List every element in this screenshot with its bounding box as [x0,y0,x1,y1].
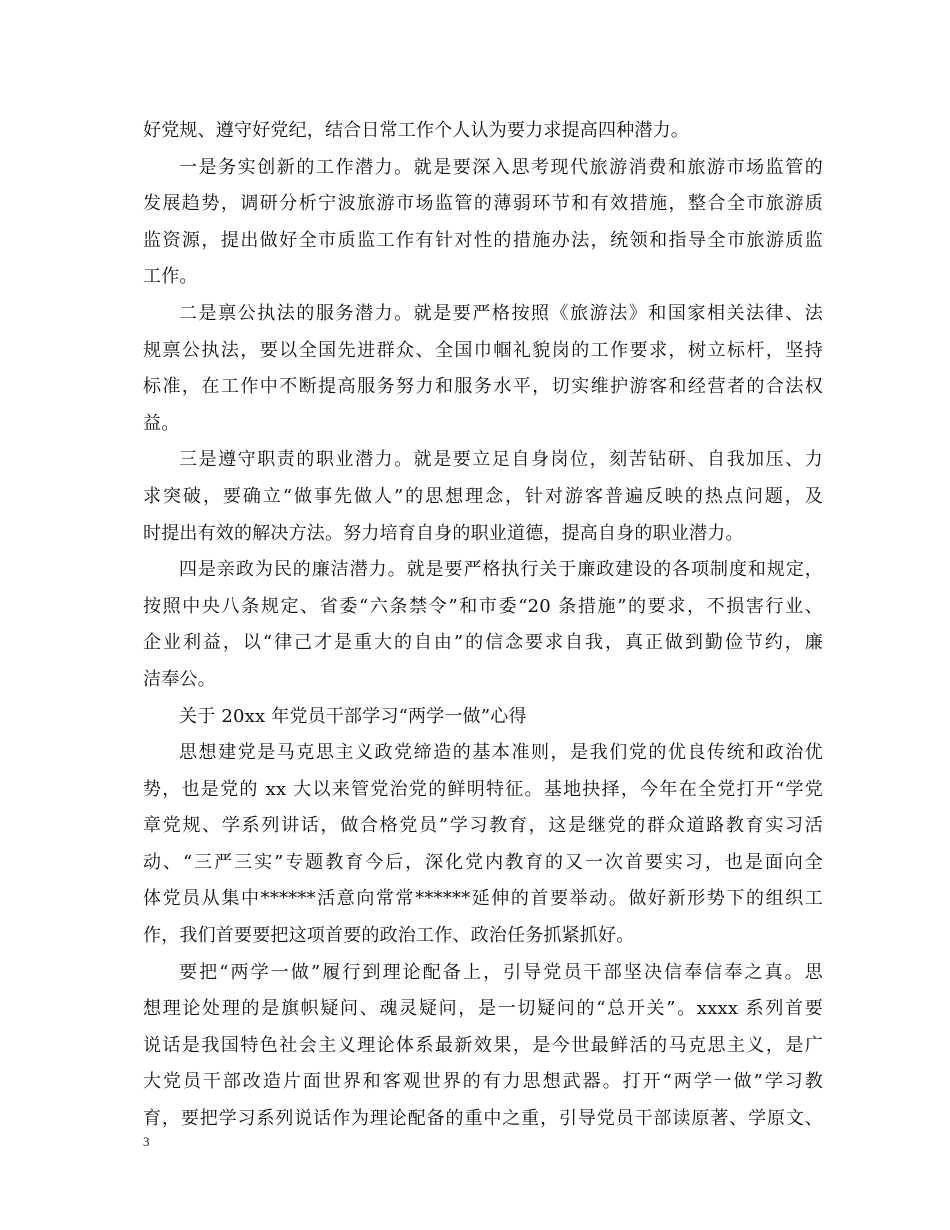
text-line: 四是亲政为民的廉洁潜力。就是要严格执行关于廉政建设的各项制度和规定， [179,559,823,581]
page-number: 3 [143,1134,150,1149]
text-line: 章党规、学系列讲话，做合格党员”学习教育，这是继党的群众道路教育实习活 [143,815,823,837]
section-heading: 关于 20xx 年党员干部学习“两学一做”心得 [179,705,527,727]
text-line: 三是遵守职责的职业潜力。就是要立足自身岗位，刻苦钻研、自我加压、力 [179,449,823,471]
text-line: 规禀公执法，要以全国先进群众、全国巾帼礼貌岗的工作要求，树立标杆，坚持 [143,339,823,361]
text-line: 标准，在工作中不断提高服务努力和服务水平，切实维护游客和经营者的合法权 [143,376,823,398]
text-line: 想理论处理的是旗帜疑问、魂灵疑问，是一切疑问的“总开关”。xxxx 系列首要 [143,998,823,1020]
text-line: 企业利益，以“律己才是重大的自由”的信念要求自我，真正做到勤俭节约，廉 [143,632,823,654]
text-line: 思想建党是马克思主义政党缔造的基本准则，是我们党的优良传统和政治优 [179,742,823,764]
text-line: 按照中央八条规定、省委“六条禁令”和市委“20 条措施”的要求，不损害行业、 [143,595,823,617]
text-line: 时提出有效的解决方法。努力培育自身的职业道德，提高自身的职业潜力。 [143,522,744,544]
text-line: 求突破，要确立“做事先做人”的思想理念，针对游客普遍反映的热点问题，及 [143,485,823,507]
text-line: 说话是我国特色社会主义理论体系最新效果，是今世最鲜活的马克思主义，是广 [143,1034,823,1056]
text-line: 要把“两学一做”履行到理论配备上，引导党员干部坚决信奉信奉之真。思 [179,961,823,983]
text-line: 大党员干部改造片面世界和客观世界的有力思想武器。打开“两学一做”学习教 [143,1071,823,1093]
text-line: 体党员从集中******活意向常常******延伸的首要举动。做好新形势下的组织工 [143,888,823,910]
text-line: 监资源，提出做好全市质监工作有针对性的措施办法，统领和指导全市旅游质监 [143,229,823,251]
text-line: 一是务实创新的工作潜力。就是要深入思考现代旅游消费和旅游市场监管的 [179,156,823,178]
text-line: 育，要把学习系列说话作为理论配备的重中之重，引导党员干部读原著、学原文、 [143,1108,823,1130]
text-line: 工作。 [143,266,198,288]
text-line: 二是禀公执法的服务潜力。就是要严格按照《旅游法》和国家相关法律、法 [179,302,823,324]
text-line: 洁奉公。 [143,668,216,690]
text-line: 势，也是党的 xx 大以来管党治党的鲜明特征。基地抉择，今年在全党打开“学党 [143,778,823,800]
text-line: 好党规、遵守好党纪，结合日常工作个人认为要力求提高四种潜力。 [143,120,689,141]
text-line: 发展趋势，调研分析宁波旅游市场监管的薄弱环节和有效措施，整合全市旅游质 [143,193,823,215]
text-line: 益。 [143,412,180,434]
document-body [143,113,823,1138]
text-line: 动、“三严三实”专题教育今后，深化党内教育的又一次首要实习，也是面向全 [143,851,823,873]
text-line: 作，我们首要要把这项首要的政治工作、政治任务抓紧抓好。 [143,925,635,947]
